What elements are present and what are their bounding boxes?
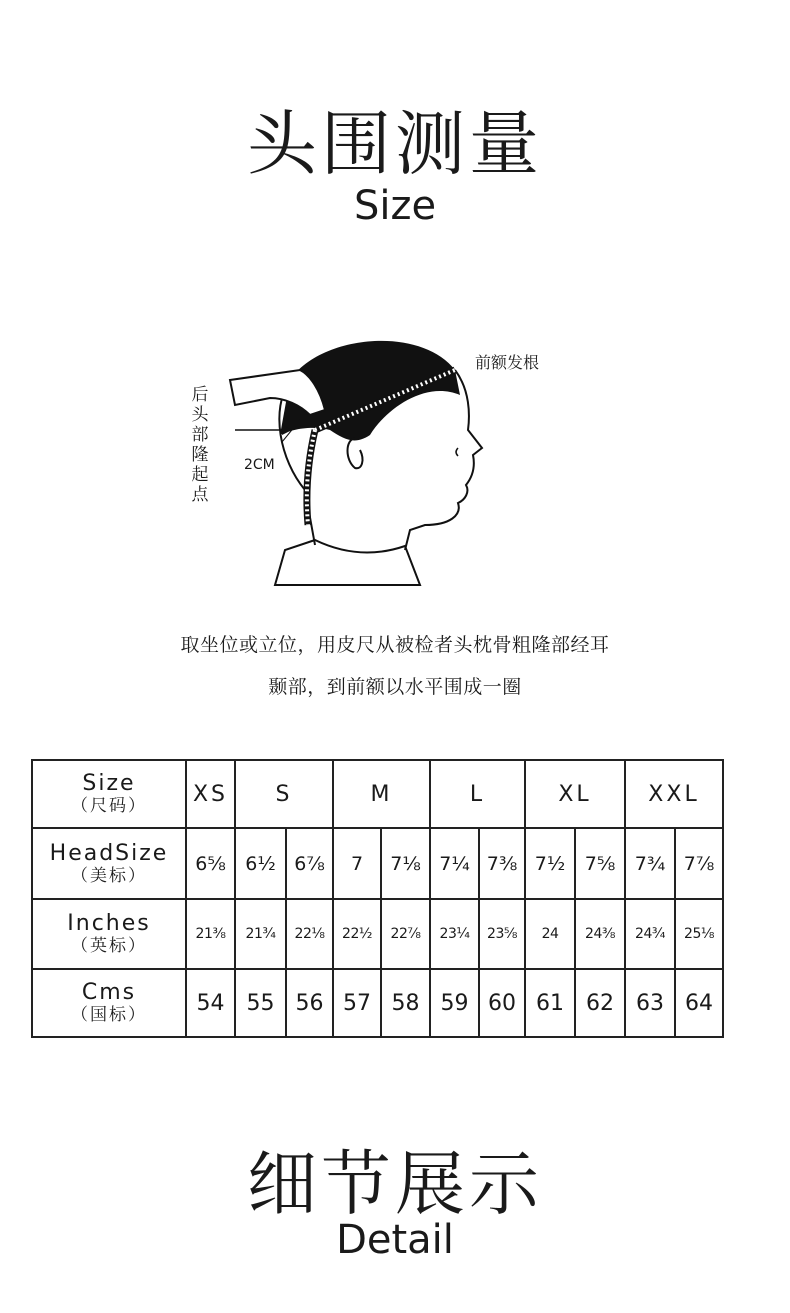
table-cell: 22½ <box>333 899 381 969</box>
table-cell: 24 <box>525 899 575 969</box>
table-cell: 7⅞ <box>675 828 723 899</box>
table-cell: 6⅝ <box>186 828 235 899</box>
head-profile-graphic <box>170 320 610 620</box>
page-subtitle: Size <box>353 183 437 229</box>
table-cell: 63 <box>625 969 675 1037</box>
table-row <box>32 828 723 899</box>
instruction-line-1: 取坐位或立位，用皮尺从被检者头枕骨粗隆部经耳 <box>180 634 610 656</box>
table-cell: 60 <box>479 969 525 1037</box>
table-cell: 6½ <box>235 828 286 899</box>
table-cell: 24⅜ <box>575 899 625 969</box>
detail-title: 细节展示 <box>247 1143 543 1225</box>
table-cell: 7¾ <box>625 828 675 899</box>
row-header-cms: Cms （国标） <box>32 969 186 1037</box>
table-cell: 7⅜ <box>479 828 525 899</box>
table-cell: 22⅛ <box>286 899 333 969</box>
table-cell: 7⅝ <box>575 828 625 899</box>
two-cm-label: 2CM <box>244 457 275 473</box>
size-s: S <box>235 760 333 828</box>
page-title: 头围测量 <box>247 103 543 185</box>
size-l: L <box>430 760 525 828</box>
table-cell: 7½ <box>525 828 575 899</box>
table-cell: 56 <box>286 969 333 1037</box>
size-xxl: XXL <box>625 760 723 828</box>
table-row <box>32 760 723 828</box>
head-measurement-illustration <box>170 320 610 620</box>
table-cell: 21⅜ <box>186 899 235 969</box>
occipital-point-label: 后头部隆起点 <box>191 385 209 505</box>
size-chart-table <box>31 759 724 1038</box>
table-cell: 58 <box>381 969 430 1037</box>
table-cell: 54 <box>186 969 235 1037</box>
forehead-hairline-label: 前额发根 <box>475 353 540 372</box>
table-cell: 64 <box>675 969 723 1037</box>
table-cell: 61 <box>525 969 575 1037</box>
table-cell: 7⅛ <box>381 828 430 899</box>
size-xl: XL <box>525 760 625 828</box>
table-row <box>32 969 723 1037</box>
table-cell: 22⅞ <box>381 899 430 969</box>
table-cell: 25⅛ <box>675 899 723 969</box>
size-xs: XS <box>186 760 235 828</box>
table-cell: 62 <box>575 969 625 1037</box>
table-cell: 59 <box>430 969 479 1037</box>
table-cell: 55 <box>235 969 286 1037</box>
table-row <box>32 899 723 969</box>
table-cell: 7 <box>333 828 381 899</box>
detail-subtitle: Detail <box>336 1217 454 1263</box>
table-cell: 24¾ <box>625 899 675 969</box>
instruction-line-2: 颞部，到前额以水平围成一圈 <box>268 676 522 698</box>
row-header-size: Size （尺码） <box>32 760 186 828</box>
table-cell: 6⅞ <box>286 828 333 899</box>
row-header-inches: Inches （英标） <box>32 899 186 969</box>
table-cell: 57 <box>333 969 381 1037</box>
table-cell: 23¼ <box>430 899 479 969</box>
row-header-headsize: HeadSize （美标） <box>32 828 186 899</box>
table-cell: 7¼ <box>430 828 479 899</box>
table-cell: 21¾ <box>235 899 286 969</box>
size-m: M <box>333 760 430 828</box>
table-cell: 23⅝ <box>479 899 525 969</box>
